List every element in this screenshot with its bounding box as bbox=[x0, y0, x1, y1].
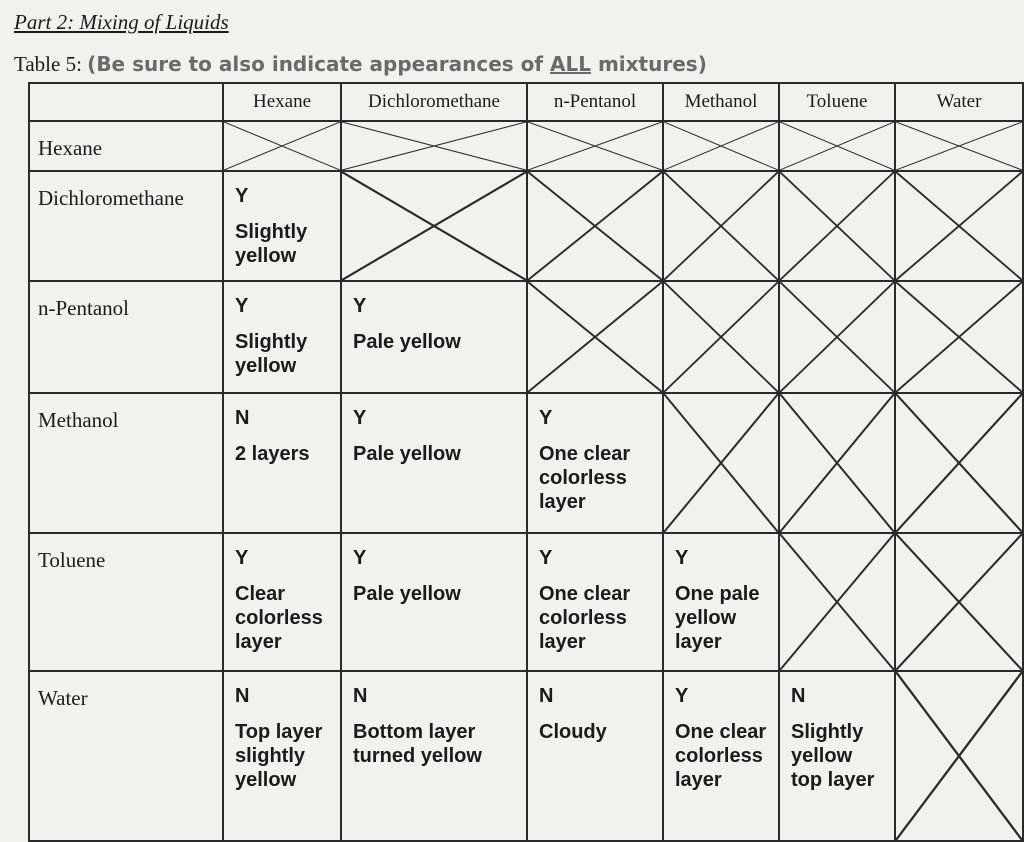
result-cell bbox=[223, 671, 341, 841]
miscibility-result: N bbox=[791, 685, 806, 707]
result-cell bbox=[779, 671, 895, 841]
mixture-appearance: Bottom layer turned yellow bbox=[353, 721, 482, 767]
mixture-appearance: Clear colorless layer bbox=[235, 583, 323, 653]
cross-out-mark bbox=[528, 282, 662, 392]
miscibility-result: Y bbox=[675, 547, 689, 569]
col-header-dichloromethane: Dichloromethane bbox=[341, 83, 527, 121]
cross-out-mark bbox=[664, 394, 778, 532]
result-cell bbox=[527, 393, 663, 533]
crossed-out-cell bbox=[779, 171, 895, 281]
crossed-out-cell bbox=[527, 281, 663, 393]
cross-out-mark bbox=[780, 172, 894, 280]
miscibility-result: Y bbox=[353, 547, 367, 569]
cross-out-mark bbox=[896, 282, 1022, 392]
col-header-n-pentanol: n-Pentanol bbox=[527, 83, 663, 121]
result-cell bbox=[341, 533, 527, 671]
mixing-table bbox=[28, 82, 1024, 842]
crossed-out-cell bbox=[223, 121, 341, 171]
result-cell bbox=[527, 671, 663, 841]
instruction-open: ( bbox=[87, 52, 97, 76]
col-header-water: Water bbox=[895, 83, 1023, 121]
row-header-toluene: Toluene bbox=[29, 533, 223, 671]
mixture-appearance: Slightly yellow bbox=[235, 331, 308, 377]
mixture-appearance: One clear colorless layer bbox=[675, 721, 767, 791]
row-header-n-pentanol: n-Pentanol bbox=[29, 281, 223, 393]
table-row-toluene bbox=[29, 533, 1023, 671]
instruction-emphasis: ALL bbox=[550, 52, 591, 76]
miscibility-result: N bbox=[235, 685, 250, 707]
crossed-out-cell bbox=[895, 393, 1023, 533]
mixture-appearance: One clear colorless layer bbox=[539, 583, 631, 653]
mixture-appearance: 2 layers bbox=[235, 443, 310, 465]
cross-out-mark bbox=[528, 122, 662, 170]
miscibility-result: Y bbox=[235, 295, 249, 317]
cross-out-mark bbox=[780, 534, 894, 670]
mixture-appearance: Pale yellow bbox=[353, 331, 461, 353]
cross-out-mark bbox=[780, 282, 894, 392]
result-cell bbox=[663, 671, 779, 841]
result-cell bbox=[341, 281, 527, 393]
result-cell bbox=[223, 393, 341, 533]
result-cell bbox=[223, 171, 341, 281]
result-cell bbox=[663, 533, 779, 671]
crossed-out-cell bbox=[663, 393, 779, 533]
miscibility-result: N bbox=[353, 685, 368, 707]
cross-out-mark bbox=[896, 172, 1022, 280]
table-row-hexane bbox=[29, 121, 1023, 171]
crossed-out-cell bbox=[663, 171, 779, 281]
col-header-hexane: Hexane bbox=[223, 83, 341, 121]
crossed-out-cell bbox=[895, 671, 1023, 841]
instruction-before: Be sure to also indicate appearances of bbox=[96, 52, 551, 76]
table-label: Table 5: bbox=[14, 52, 82, 76]
cross-out-mark bbox=[342, 172, 526, 280]
row-header-hexane: Hexane bbox=[29, 121, 223, 171]
instruction-after: mixtures bbox=[591, 52, 698, 76]
miscibility-result: Y bbox=[539, 547, 553, 569]
mixture-appearance: Slightly yellow bbox=[235, 221, 308, 267]
miscibility-result: Y bbox=[353, 407, 367, 429]
crossed-out-cell bbox=[663, 281, 779, 393]
cross-out-mark bbox=[896, 672, 1022, 840]
crossed-out-cell bbox=[341, 171, 527, 281]
mixture-appearance: Slightly yellow top layer bbox=[791, 721, 875, 791]
col-header-toluene: Toluene bbox=[779, 83, 895, 121]
cross-out-mark bbox=[896, 122, 1022, 170]
mixture-appearance: Cloudy bbox=[539, 721, 607, 743]
result-cell bbox=[341, 393, 527, 533]
table-row-water bbox=[29, 671, 1023, 841]
mixture-appearance: One clear colorless layer bbox=[539, 443, 631, 513]
row-header-dichloromethane: Dichloromethane bbox=[29, 171, 223, 281]
header-row bbox=[29, 83, 1023, 121]
miscibility-result: N bbox=[539, 685, 554, 707]
crossed-out-cell bbox=[895, 281, 1023, 393]
section-title: Part 2: Mixing of Liquids bbox=[14, 10, 229, 34]
crossed-out-cell bbox=[895, 533, 1023, 671]
table-row-methanol bbox=[29, 393, 1023, 533]
crossed-out-cell bbox=[895, 121, 1023, 171]
cross-out-mark bbox=[780, 122, 894, 170]
cross-out-mark bbox=[664, 172, 778, 280]
crossed-out-cell bbox=[663, 121, 779, 171]
row-header-methanol: Methanol bbox=[29, 393, 223, 533]
crossed-out-cell bbox=[527, 121, 663, 171]
crossed-out-cell bbox=[779, 281, 895, 393]
miscibility-result: Y bbox=[235, 185, 249, 207]
miscibility-result: Y bbox=[539, 407, 553, 429]
cross-out-mark bbox=[224, 122, 340, 170]
mixture-appearance: Pale yellow bbox=[353, 583, 461, 605]
result-cell bbox=[223, 281, 341, 393]
corner-cell bbox=[29, 83, 223, 121]
mixture-appearance: Pale yellow bbox=[353, 443, 461, 465]
instruction-close: ) bbox=[697, 52, 707, 76]
table-row-n-pentanol bbox=[29, 281, 1023, 393]
cross-out-mark bbox=[896, 534, 1022, 670]
miscibility-result: Y bbox=[675, 685, 689, 707]
result-cell bbox=[527, 533, 663, 671]
row-header-water: Water bbox=[29, 671, 223, 841]
crossed-out-cell bbox=[779, 533, 895, 671]
cross-out-mark bbox=[896, 394, 1022, 532]
crossed-out-cell bbox=[341, 121, 527, 171]
result-cell bbox=[341, 671, 527, 841]
table-caption bbox=[14, 52, 707, 77]
crossed-out-cell bbox=[779, 121, 895, 171]
miscibility-result: Y bbox=[353, 295, 367, 317]
cross-out-mark bbox=[528, 172, 662, 280]
cross-out-mark bbox=[664, 282, 778, 392]
miscibility-result: Y bbox=[235, 547, 249, 569]
crossed-out-cell bbox=[527, 171, 663, 281]
mixture-appearance: Top layer slightly yellow bbox=[235, 721, 323, 791]
cross-out-mark bbox=[342, 122, 526, 170]
table-row-dichloromethane bbox=[29, 171, 1023, 281]
miscibility-result: N bbox=[235, 407, 250, 429]
cross-out-mark bbox=[780, 394, 894, 532]
cross-out-mark bbox=[664, 122, 778, 170]
instruction-note bbox=[87, 52, 707, 76]
mixture-appearance: One pale yellow layer bbox=[675, 583, 760, 653]
col-header-methanol: Methanol bbox=[663, 83, 779, 121]
crossed-out-cell bbox=[779, 393, 895, 533]
result-cell bbox=[223, 533, 341, 671]
crossed-out-cell bbox=[895, 171, 1023, 281]
